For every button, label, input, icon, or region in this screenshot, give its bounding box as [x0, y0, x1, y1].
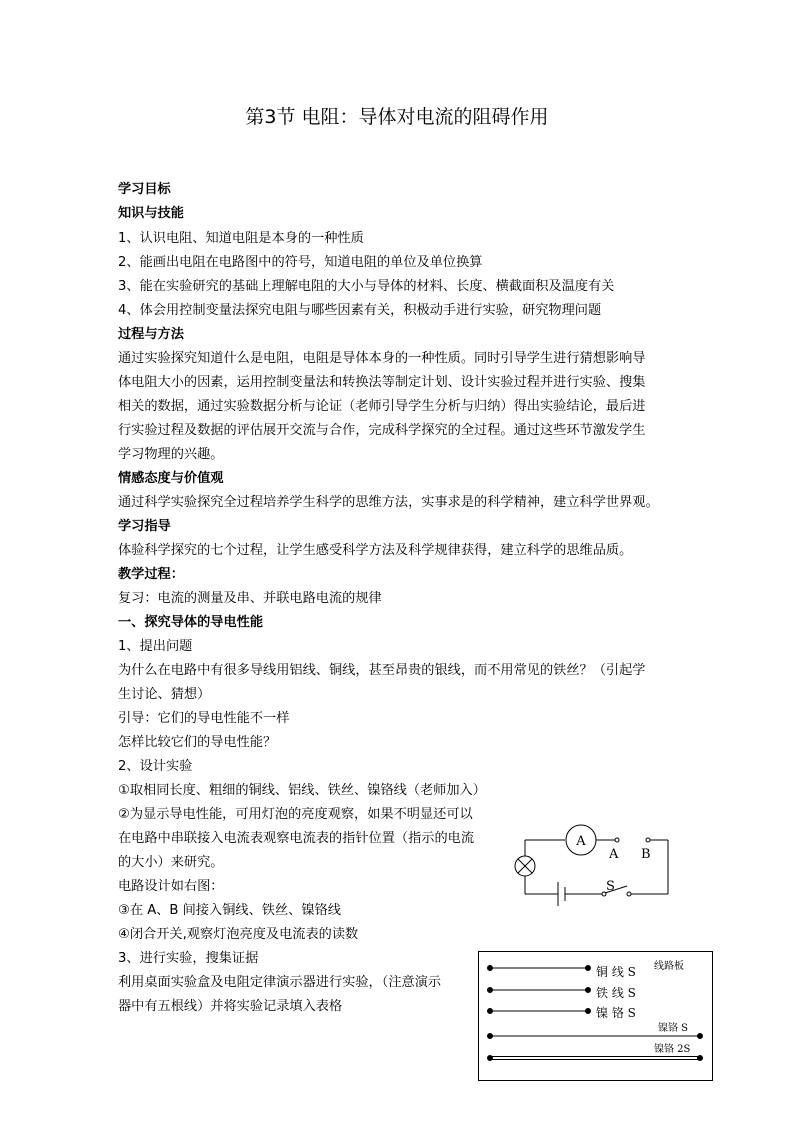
ammeter-label: A — [576, 834, 586, 849]
heading-study-guide: 学习指导 — [118, 519, 171, 534]
paragraph-line: 引导：它们的导电性能不一样 — [118, 711, 290, 726]
paragraph-line: 行实验过程及数据的评估展开交流与合作，完成科学探究的全过程。通过这些环节激发学生 — [118, 423, 646, 438]
goal-item-2: 2、能画出电阻在电路图中的符号，知道电阻的单位及单位换算 — [118, 255, 483, 270]
paragraph-line: 生讨论、猜想） — [118, 687, 211, 702]
wire-copper-label: 铜 线 S — [596, 965, 636, 979]
paragraph-line: 通过实验探究知道什么是电阻，电阻是导体本身的一种性质。同时引导学生进行猜想影响导 — [118, 351, 646, 366]
paragraph-line: 怎样比较它们的导电性能？ — [118, 735, 277, 750]
step-heading: 2、设计实验 — [118, 759, 193, 774]
page-title: 第3节 电阻：导体对电流的阻碍作用 — [245, 106, 549, 128]
board-title: 线路板 — [654, 961, 684, 972]
wire-nichrome-label: 镍 铬 S — [596, 1006, 636, 1020]
paragraph-line: ①取相同长度、粗细的铜线、铝线、铁丝、镍铬线（老师加入） — [118, 783, 486, 798]
paragraph-line: 通过科学实验探究全过程培养学生科学的思维方法，实事求是的科学精神，建立科学世界观。 — [118, 495, 659, 510]
step-heading: 1、提出问题 — [118, 639, 193, 654]
step-heading: 3、进行实验，搜集证据 — [118, 951, 259, 966]
heading-section-1: 一、探究导体的导电性能 — [118, 615, 264, 630]
heading-process-method: 过程与方法 — [118, 327, 184, 342]
heading-knowledge-skills: 知识与技能 — [118, 206, 184, 221]
paragraph-line: 体电阻大小的因素，运用控制变量法和转换法等制定计划、设计实验过程并进行实验、搜集 — [118, 375, 646, 390]
goal-item-4: 4、体会用控制变量法探究电阻与哪些因素有关，积极动手进行实验，研究物理问题 — [118, 303, 602, 318]
point-a-label: A — [609, 847, 619, 862]
wire-nichrome-s-label: 镍铬 S — [658, 1023, 689, 1034]
paragraph-line: 的大小）来研究。 — [118, 855, 224, 870]
paragraph-line: 电路设计如右图： — [118, 879, 224, 894]
goal-item-1: 1、认识电阻、知道电阻是本身的一种性质 — [118, 231, 364, 246]
paragraph-line: 利用桌面实验盒及电阻定律演示器进行实验，（注意演示 — [118, 975, 442, 990]
paragraph-line: 器中有五根线）并将实验记录填入表格 — [118, 999, 343, 1014]
paragraph-line: ③在 A、B 间接入铜线、铁丝、镍铬线 — [118, 903, 341, 918]
switch-label: S — [606, 879, 615, 894]
heading-attitude-values: 情感态度与价值观 — [118, 471, 224, 486]
paragraph-line: 学习物理的兴趣。 — [118, 447, 224, 462]
paragraph-line: 在电路中串联接入电流表观察电流表的指针位置（指示的电流 — [118, 831, 475, 846]
wire-nichrome-2s-label: 镍铬 2S — [654, 1044, 691, 1055]
paragraph-line: 复习：电流的测量及串、并联电路电流的规律 — [118, 591, 382, 606]
goal-item-3: 3、能在实验研究的基础上理解电阻的大小与导体的材料、长度、横截面积及温度有关 — [118, 279, 615, 294]
paragraph-line: 为什么在电路中有很多导线用铝线、铜线，甚至昂贵的银线，而不用常见的铁丝？（引起学 — [118, 663, 646, 678]
wiring-board-diagram — [478, 951, 714, 1082]
wire-iron-label: 铁 线 S — [596, 986, 636, 1000]
heading-teaching-process: 教学过程： — [118, 567, 184, 582]
circuit-diagram — [505, 818, 680, 918]
paragraph-line: ④闭合开关,观察灯泡亮度及电流表的读数 — [118, 927, 359, 942]
paragraph-line: ②为显示导电性能，可用灯泡的亮度观察，如果不明显还可以 — [118, 807, 473, 822]
paragraph-line: 相关的数据，通过实验数据分析与论证（老师引导学生分析与归纳）得出实验结论，最后进 — [118, 399, 646, 414]
point-b-label: B — [641, 847, 651, 862]
heading-learning-goals: 学习目标 — [118, 182, 171, 197]
paragraph-line: 体验科学探究的七个过程，让学生感受科学方法及科学规律获得，建立科学的思维品质。 — [118, 543, 633, 558]
